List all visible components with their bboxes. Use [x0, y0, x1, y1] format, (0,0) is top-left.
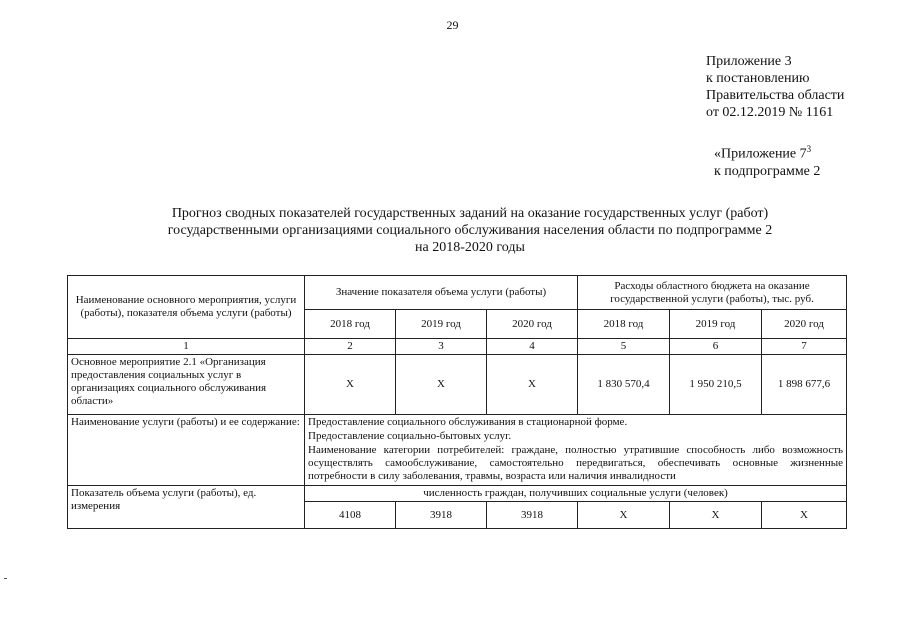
document-title: [120, 205, 820, 256]
title-line: государственными организациями социального обслуживания населения области по подпрограмме 2: [167, 223, 773, 238]
header-year: 2018 год: [305, 310, 396, 339]
main-event-value: X: [487, 355, 578, 415]
column-number: 6: [670, 339, 762, 355]
indicator-value: X: [578, 502, 670, 529]
service-content-line: Наименование категории потребителей: граждане, полностью утратившие способность либо возможность осуществлять самообслуживание, самостоятельно передвигаться, обеспечивать основные жизненные потребности в силу заболевания, травмы, возраста или наличия инвалидности: [308, 444, 844, 482]
title-line: Прогноз сводных показателей государственных заданий на оказание государственных услуг (работ): [171, 206, 769, 221]
indicator-value: 3918: [487, 502, 578, 529]
service-label: Наименование услуги (работы) и ее содержание:: [68, 415, 305, 486]
subappendix-title: «Приложение 7: [714, 146, 807, 162]
main-event-value: X: [396, 355, 487, 415]
subappendix-line: к подпрограмме 2: [714, 163, 821, 179]
header-name-column: Наименование основного мероприятия, услуги (работы), показателя объема услуги (работы): [68, 276, 305, 339]
main-event-value: X: [305, 355, 396, 415]
header-year: 2018 год: [578, 310, 670, 339]
header-year: 2020 год: [762, 310, 847, 339]
header-expense-group: Расходы областного бюджета на оказание государственной услуги (работы), тыс. руб.: [578, 276, 847, 310]
service-content-line: Предоставление социально-бытовых услуг.: [308, 430, 512, 442]
column-number: 2: [305, 339, 396, 355]
appendix-line: к постановлению: [706, 71, 810, 86]
forecast-table: [67, 275, 847, 529]
main-event-name: Основное мероприятие 2.1 «Организация предоставления социальных услуг в организациях социального обслуживания области»: [68, 355, 305, 415]
header-value-group: Значение показателя объема услуги (работы): [305, 276, 578, 310]
indicator-value: X: [762, 502, 847, 529]
subappendix-superscript: 3: [806, 144, 812, 154]
appendix-line: Приложение 3: [706, 54, 792, 69]
column-number: 5: [578, 339, 670, 355]
indicator-value: 3918: [396, 502, 487, 529]
service-content: [305, 415, 847, 486]
column-number: 3: [396, 339, 487, 355]
indicator-unit: численность граждан, получивших социальные услуги (человек): [305, 486, 847, 502]
scan-mark: [4, 578, 7, 579]
header-year: 2019 год: [670, 310, 762, 339]
indicator-value: 4108: [305, 502, 396, 529]
subappendix-block: [714, 141, 820, 180]
column-number: 7: [762, 339, 847, 355]
column-number: 1: [68, 339, 305, 355]
header-year: 2020 год: [487, 310, 578, 339]
service-content-line: Предоставление социального обслуживания в стационарной форме.: [308, 416, 628, 428]
main-event-expense: 1 950 210,5: [670, 355, 762, 415]
appendix-line: Правительства области: [706, 88, 845, 103]
indicator-value: X: [670, 502, 762, 529]
indicator-label: Показатель объема услуги (работы), ед. измерения: [68, 486, 305, 529]
appendix-block: [706, 53, 844, 121]
subappendix-line: [714, 141, 820, 163]
page-number: 29: [446, 18, 459, 32]
column-number: 4: [487, 339, 578, 355]
main-event-expense: 1 830 570,4: [578, 355, 670, 415]
title-line: на 2018-2020 годы: [415, 240, 525, 255]
header-year: 2019 год: [396, 310, 487, 339]
main-event-expense: 1 898 677,6: [762, 355, 847, 415]
appendix-line: от 02.12.2019 № 1161: [706, 105, 834, 120]
